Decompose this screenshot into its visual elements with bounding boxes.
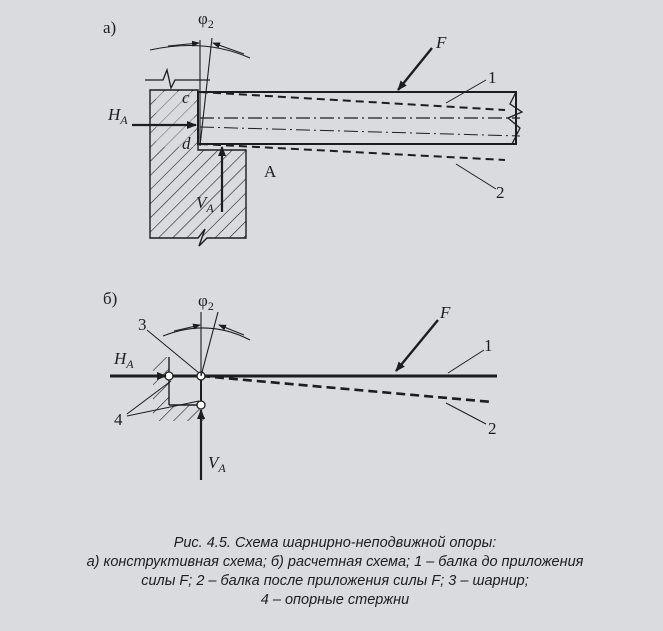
hinge-rod-wall bbox=[165, 372, 173, 380]
label-2-a: 2 bbox=[496, 183, 505, 202]
angle-arc-b bbox=[163, 328, 250, 340]
label-1-b: 1 bbox=[484, 336, 493, 355]
point-c-label: c bbox=[182, 88, 190, 107]
panel-label-a: а) bbox=[103, 18, 117, 37]
reaction-h-label-b: $H_A$ bbox=[114, 349, 134, 371]
label-3-b: 3 bbox=[138, 315, 147, 334]
caption-line-3: силы F; 2 – балка после приложения силы F; 3 – шарнир; bbox=[141, 573, 529, 589]
label-1-a: 1 bbox=[488, 68, 497, 87]
angle-rot-line-b bbox=[201, 312, 218, 376]
caption-line-2: а) конструктивная схема; б) расчетная схема; 1 – балка до приложения bbox=[86, 554, 584, 570]
force-arrow-b bbox=[396, 320, 438, 371]
beam-2-b bbox=[201, 376, 492, 402]
leader-2-a bbox=[456, 164, 496, 189]
force-label-b: F bbox=[440, 303, 451, 322]
figure-a bbox=[103, 9, 522, 246]
label-4-b: 4 bbox=[114, 410, 123, 429]
force-label-a: F bbox=[436, 33, 447, 52]
caption-line-4: 4 – опорные стержни bbox=[260, 592, 410, 608]
figure-caption bbox=[40, 534, 630, 610]
angle-label-b: $\varphi_2$ bbox=[198, 291, 214, 313]
point-A-label: A bbox=[264, 162, 277, 181]
hinge-rod-ground bbox=[197, 401, 205, 409]
caption-line-1: Рис. 4.5. Схема шарнирно-неподвижной опоры: bbox=[173, 535, 497, 551]
angle-label-a: $\varphi_2$ bbox=[198, 9, 214, 31]
leader-2-b bbox=[446, 403, 486, 424]
force-arrow-a bbox=[398, 48, 432, 90]
reaction-v-label-a: $V_A$ bbox=[196, 193, 214, 215]
panel-label-b: б) bbox=[103, 289, 118, 308]
reaction-v-label-b: $V_A$ bbox=[208, 453, 226, 475]
figure-b bbox=[103, 289, 497, 480]
leader-1-b bbox=[448, 350, 484, 373]
label-2-b: 2 bbox=[488, 419, 497, 438]
point-d-label: d bbox=[182, 134, 191, 153]
reaction-h-label-a: $H_A$ bbox=[108, 105, 128, 127]
